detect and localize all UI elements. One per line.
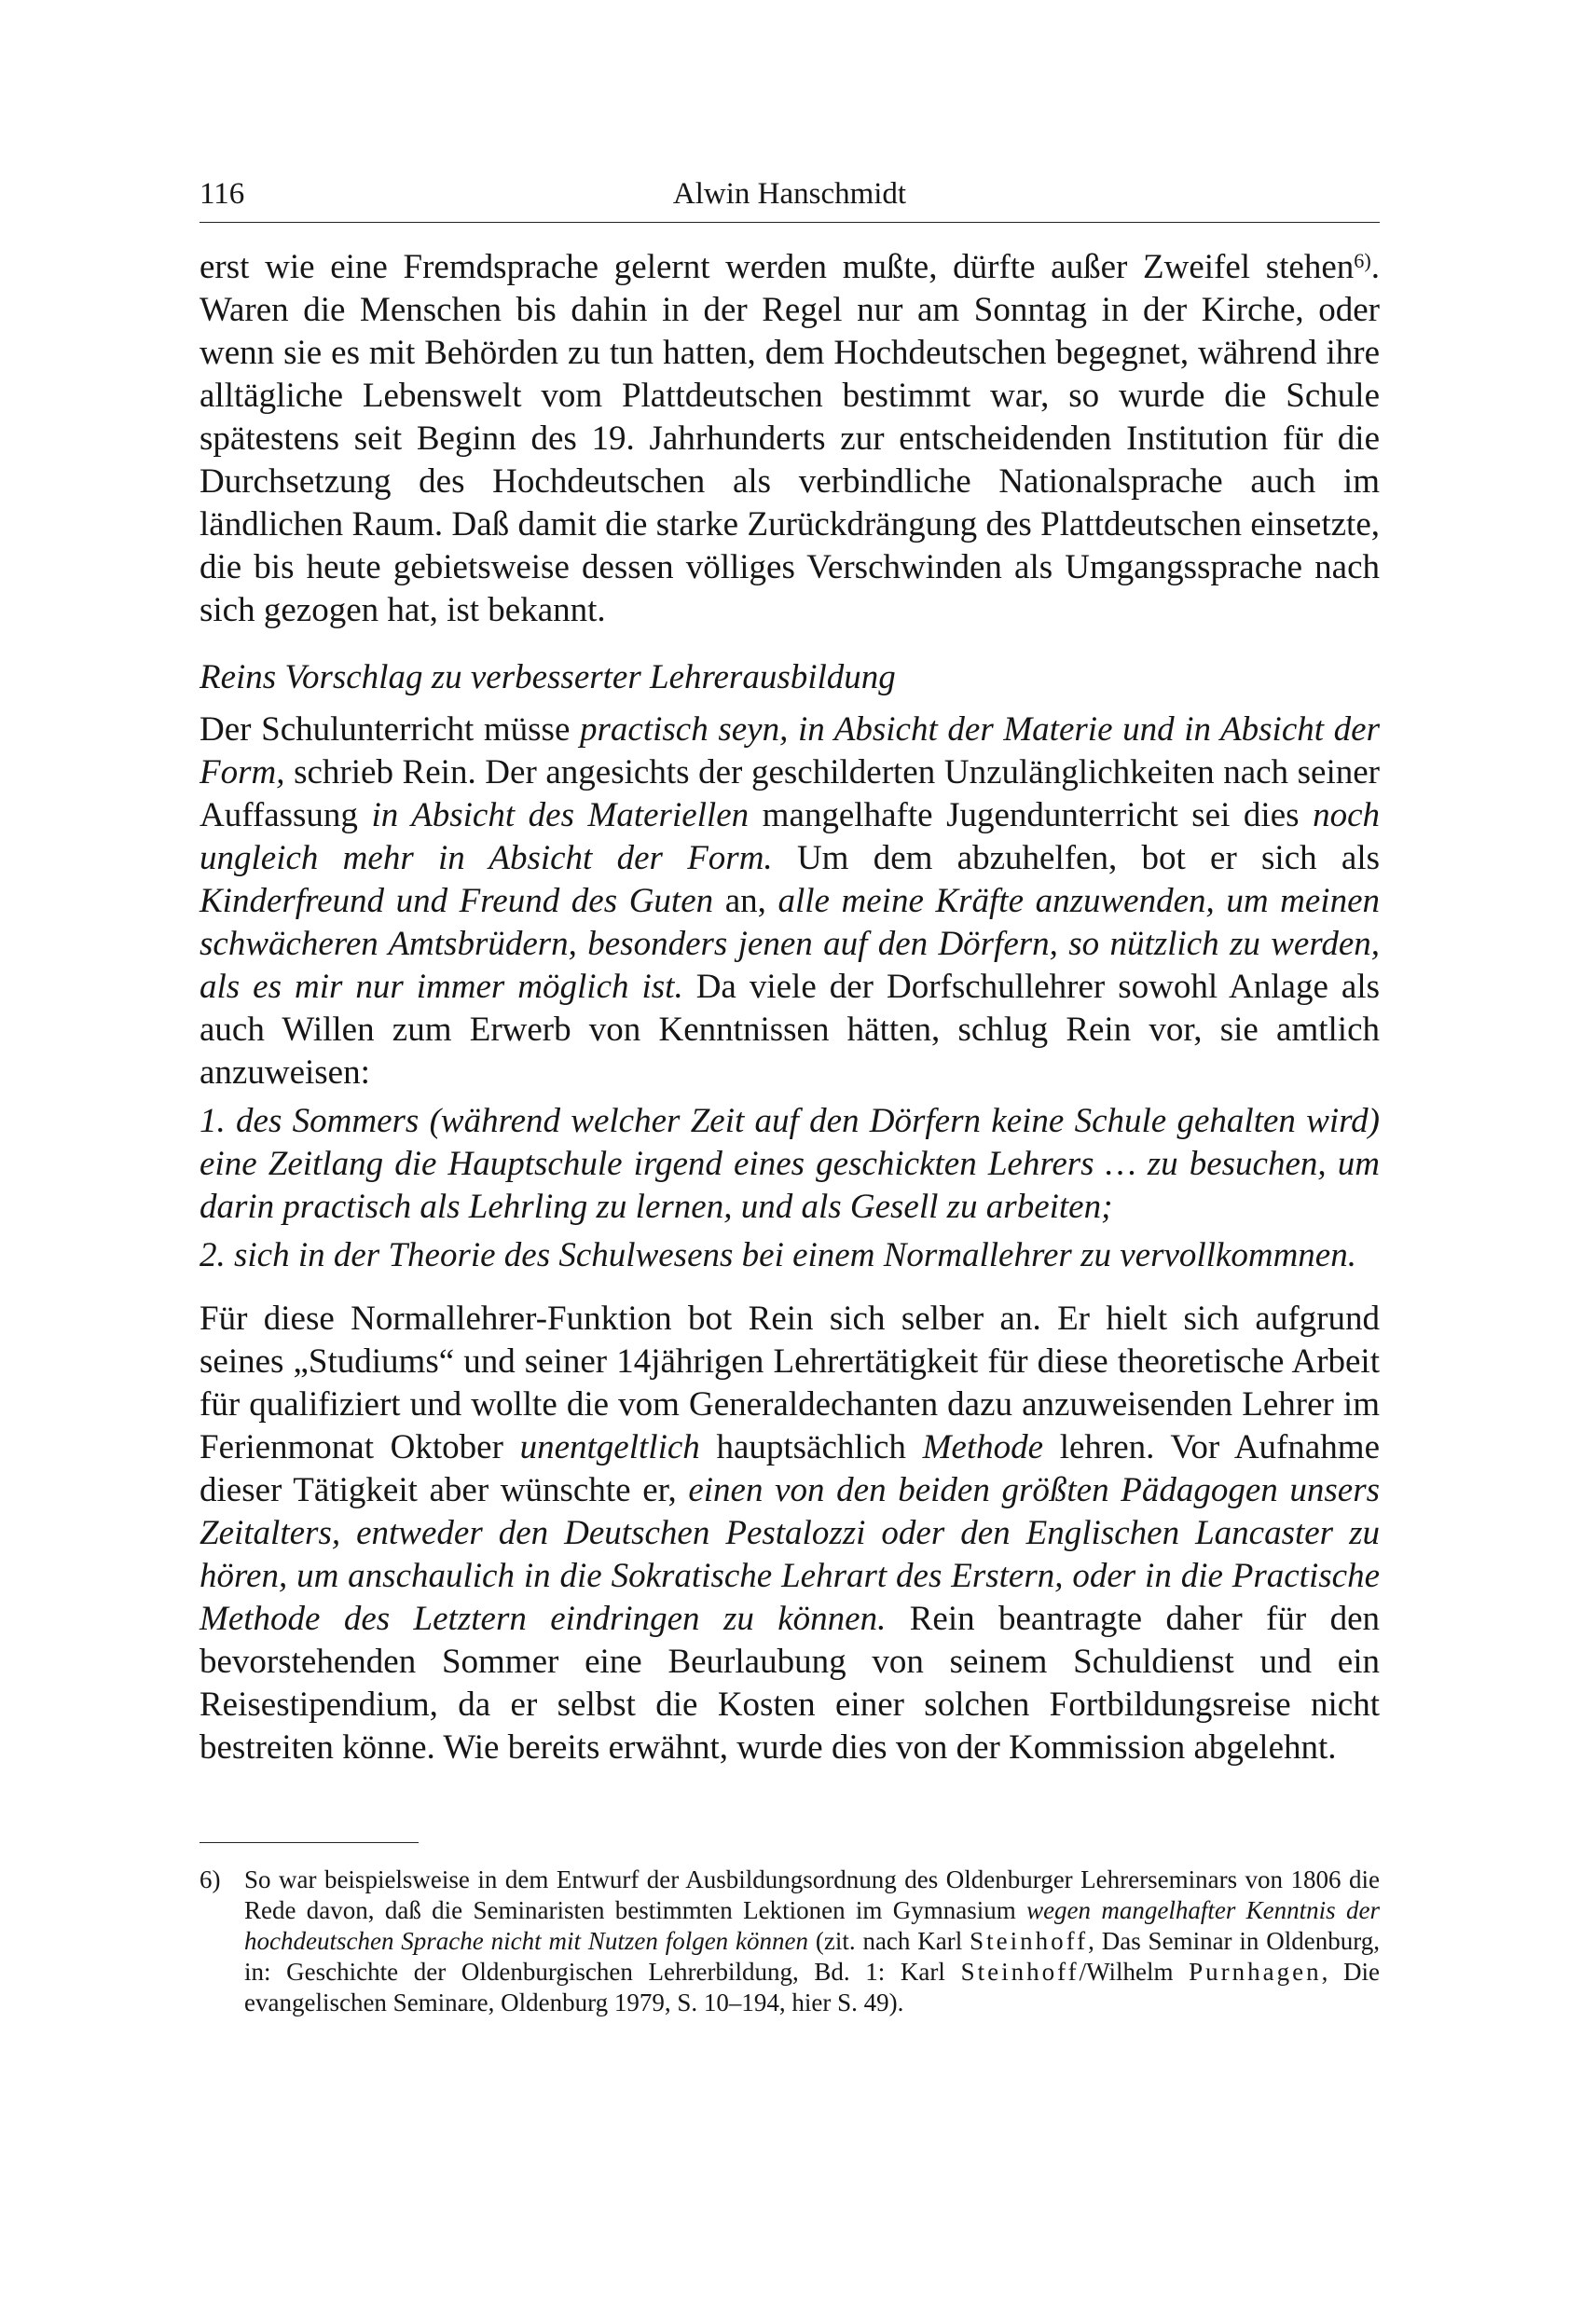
text-run: Rein beantragte daher für den bevorstehenden Sommer eine Beurlaubung von seinem Schuldienst und ein Reisestipendium, da er selbst die Kosten einer solchen Fortbildungsreise nicht bestreiten könne. Wie bereits erwähnt, wurde dies von der Kommission abgelehnt. (200, 1600, 1380, 1767)
italic-text: 1. des Sommers (während welcher Zeit auf den Dörfern keine Schule gehalten wird) eine Zeitlang die Hauptschule irgend eines geschickten Lehrers … zu besuchen, um darin practisch als Lehrling zu lernen, und als Gesell zu arbeiten; (200, 1102, 1380, 1226)
text-run: Für diese Normallehrer-Funktion bot Rein sich selber an. Er hielt sich aufgrund seines „Studiums“ und seiner 14jährigen Lehrertätigkeit für diese theoretische Arbeit für qualifiziert und wollte die vom Generaldechanten dazu anzuweisenden Lehrer im Ferienmonat Oktober (200, 1300, 1380, 1466)
text-run: Da viele der Dorfschullehrer sowohl Anlage als auch Willen zum Erwerb von Kenntnissen hätten, schlug Rein vor, sie amtlich anzuweisen: (200, 968, 1381, 1092)
italic-text: einen von den beiden größten Pädagogen unsers Zeitalters, entweder den Deutschen Pestalozzi oder den Englischen Lancaster zu hören, um anschaulich in die Sokratische Lehrart des Erstern, oder in die Practische Methode des Letztern eindringen zu können. (200, 1471, 1380, 1638)
italic-text: Kinderfreund und Freund des Guten (200, 882, 714, 920)
page-number: 116 (200, 177, 245, 211)
text-run: (zit. nach Karl (808, 1927, 970, 1955)
italic-text: alle meine Kräfte anzuwenden, um meinen schwächeren Amtsbrüdern, besonders jenen auf den Dörfern, so nützlich zu werden, als es mir nur immer möglich ist. (200, 882, 1380, 1006)
text-run: hauptsächlich (699, 1428, 923, 1466)
body-paragraph (200, 1298, 1380, 1769)
italic-text: 2. sich in der Theorie des Schulwesens bei einem Normallehrer zu vervollkommnen. (200, 1236, 1356, 1274)
main-text (200, 246, 1380, 1769)
italic-text: Methode (922, 1428, 1044, 1466)
italic-text: practisch seyn, in Absicht der Materie und in Absicht der Form, (200, 710, 1380, 791)
text-run: Um dem abzuhelfen, bot er sich als (772, 839, 1380, 877)
footnote-reference: 6) (1354, 248, 1371, 272)
text-run: erst wie eine Fremdsprache gelernt werden mußte, dürfte außer Zweifel stehen (200, 248, 1355, 286)
running-head-author: Alwin Hanschmidt (672, 177, 907, 211)
footnote-rule (200, 1842, 419, 1843)
text-run: an, (713, 882, 778, 920)
italic-text: in Absicht des Materiellen (371, 796, 750, 834)
footnote-text (244, 1865, 1380, 2018)
list-item (200, 1100, 1380, 1229)
italic-text: unentgeltlich (519, 1428, 700, 1466)
text-run: . Waren die Menschen bis dahin in der Regel nur am Sonntag in der Kirche, oder wenn sie es mit Behörden zu tun hatten, dem Hochdeutschen begegnet, während ihre alltägliche Lebenswelt vom Plattdeutschen bestimmt war, so wurde die Schule spätestens seit Beginn des 19. Jahrhunderts zur entscheidenden Institution für die Durchsetzung des Hochdeutschen als verbindliche Nationalsprache auch im ländlichen Raum. Daß damit die starke Zurückdrängung des Plattdeutschen einsetzte, die bis heute gebietsweise dessen völliges Verschwinden als Umgangssprache nach sich gezogen hat, ist bekannt. (200, 248, 1380, 629)
footnote-marker: 6) (200, 1865, 221, 1893)
body-paragraph (200, 246, 1380, 632)
text-run: , Das Seminar in Oldenburg, in: Geschichte der Oldenburgischen Lehrerbildung, Bd. 1: Karl (244, 1927, 1380, 1986)
text-run: Purnhagen (1189, 1958, 1322, 1986)
text-run: Steinhoff (960, 1958, 1080, 1986)
footnote (200, 1865, 1380, 2018)
section-heading (200, 656, 1380, 699)
text-run: lehren. Vor Aufnahme dieser Tätigkeit aber wünschte er, (200, 1428, 1380, 1509)
italic-text: Reins Vorschlag zu verbesserter Lehrerausbildung (200, 658, 896, 696)
body-paragraph (200, 709, 1380, 1094)
italic-text: noch ungleich mehr in Absicht der Form. (200, 796, 1381, 877)
text-run: /Wilhelm (1079, 1958, 1190, 1986)
text-run: Steinhoff (970, 1927, 1089, 1955)
italic-text: wegen mangelhafter Kenntnis der hochdeutschen Sprache nicht mit Nutzen folgen können (244, 1896, 1380, 1955)
text-run: schrieb Rein. Der angesichts der geschilderten Unzulänglichkeiten nach seiner Auffassung (200, 753, 1380, 834)
text-run: mangelhafte Jugendunterricht sei dies (749, 796, 1314, 834)
text-run: Der Schulunterricht müsse (200, 710, 581, 749)
header-rule (200, 222, 1380, 223)
running-head (200, 172, 1380, 215)
list-item (200, 1234, 1380, 1277)
text-run: So war beispielsweise in dem Entwurf der Ausbildungsordnung des Oldenburger Lehrerseminars von 1806 die Rede davon, daß die Seminaristen bestimmten Lektionen im Gymnasium (244, 1865, 1380, 1924)
text-run: , Die evangelischen Seminare, Oldenburg 1979, S. 10–194, hier S. 49). (244, 1958, 1380, 2016)
